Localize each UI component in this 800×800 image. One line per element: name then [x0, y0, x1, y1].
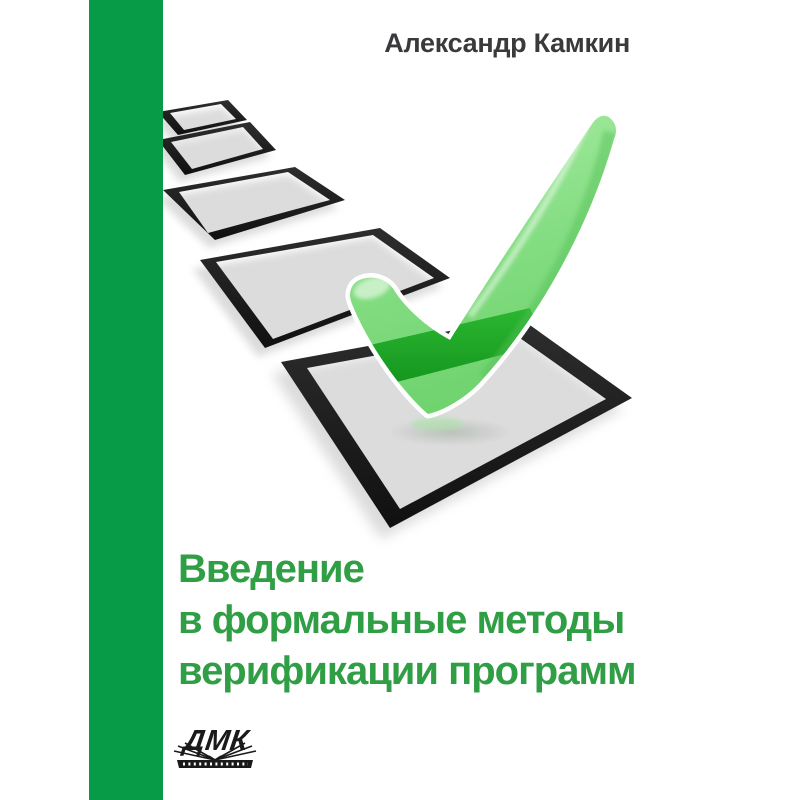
title-line-3: верификации программ	[178, 649, 636, 693]
publisher-logo	[171, 719, 261, 775]
dmk-logo-text: ДМК	[181, 725, 251, 757]
title-line-1: Введение	[178, 547, 364, 591]
book-title	[178, 544, 636, 697]
green-stripe	[89, 0, 163, 800]
logo-ribbon	[177, 760, 253, 768]
title-line-2: в формальные методы	[178, 598, 625, 642]
author-name: Александр Камкин	[384, 28, 630, 58]
